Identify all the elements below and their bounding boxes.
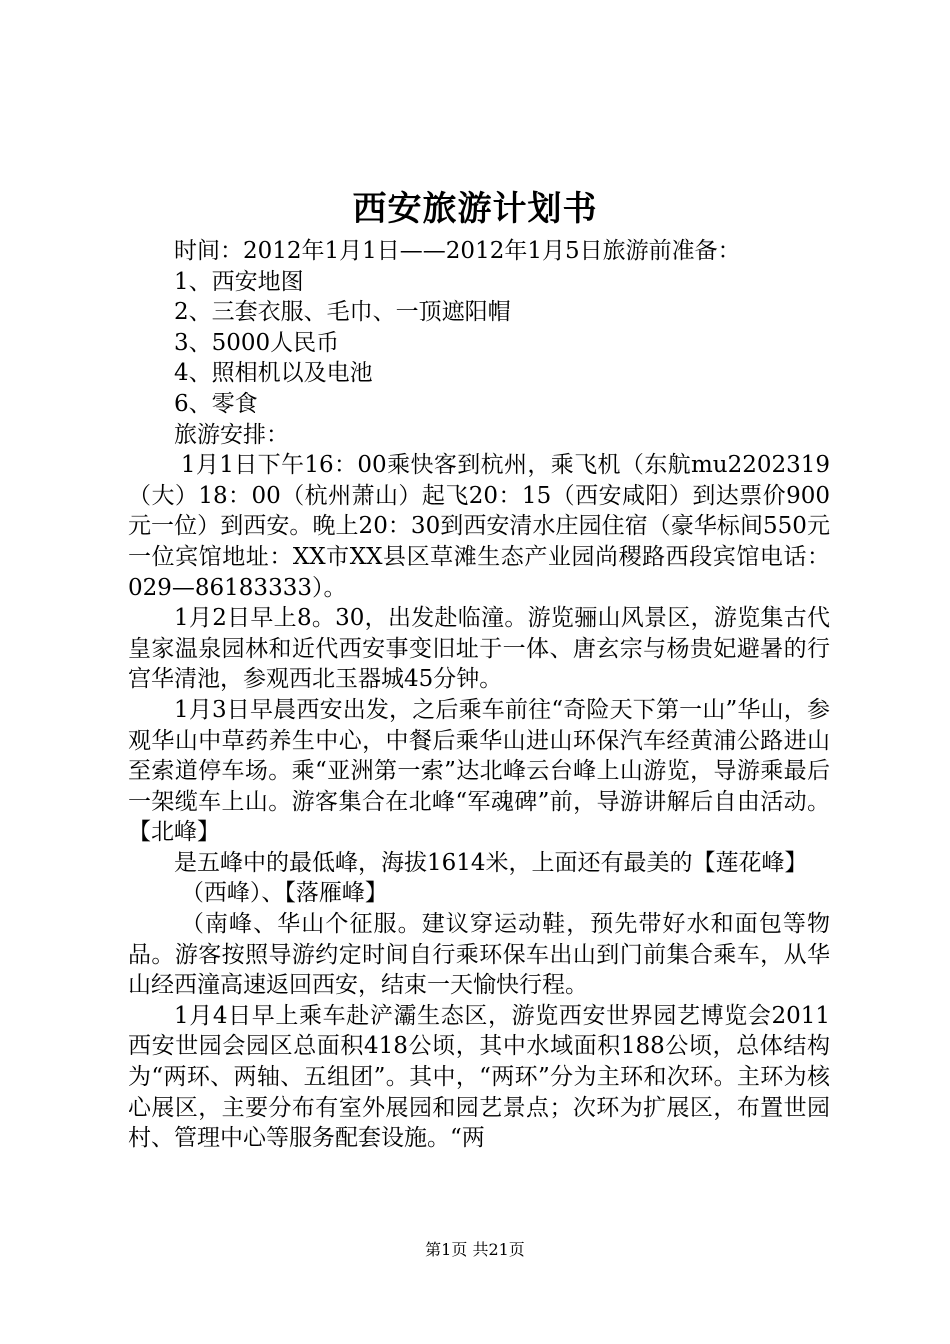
paragraph-list-item-3: 3、5000人民币 [174, 329, 340, 356]
paragraph-list-item-4: 4、照相机以及电池 [174, 360, 373, 387]
paragraph-day-1: 1月1日下午16：00乘快客到杭州，乘飞机（东航mu2202319（大）18：00（杭州萧山）起飞20：15（西安咸阳）到达票价900元一位）到西安。晚上20：30到西安清水庄园住宿（豪华标间550元一位宾馆地址：XX市XX县区草滩生态产业园尚稷路西段宾馆电话：029—86183333）。 [128, 452, 830, 601]
page-number-footer: 第1页 共21页 [425, 1240, 525, 1259]
paragraph-list-item-2: 2、三套衣服、毛巾、一顶遮阳帽 [174, 299, 511, 326]
paragraph-schedule-heading: 旅游安排： [174, 421, 289, 448]
paragraph-time: 时间：2012年1月1日——2012年1月5日旅游前准备： [174, 238, 741, 264]
document-body [128, 236, 830, 1154]
paragraph-day-2: 1月2日早上8。30，出发赴临潼。游览骊山风景区，游览集古代皇家温泉园林和近代西安事变旧址于一体、唐玄宗与杨贵妃避暑的行宫华清池，参观西北玉器城45分钟。 [128, 605, 830, 693]
paragraph-list-item-1: 1、西安地图 [174, 268, 304, 295]
paragraph-day-4: 1月4日早上乘车赴浐灞生态区，游览西安世界园艺博览会2011西安世园会园区总面积418公顷，其中水域面积188公顷，总体结构为“两环、两轴、五组团”。其中，“两环”分为主环和次环。主环为核心展区，主要分布有室外展园和园艺景点；次环为扩展区，布置世园村、管理中心等服务配套设施。“两 [128, 1002, 830, 1152]
document-title: 西安旅游计划书 [352, 189, 598, 229]
paragraph-south-peak: （南峰、华山个征服。建议穿运动鞋，预先带好水和面包等物品。游客按照导游约定时间自行乘环保车出山到门前集合乘车，从华山经西潼高速返回西安，结束一天愉快行程。 [128, 911, 830, 999]
paragraph-west-peak: （西峰）、【落雁峰】 [180, 880, 388, 907]
paragraph-north-peak: 是五峰中的最低峰，海拔1614米，上面还有最美的【莲花峰】 [174, 849, 808, 876]
paragraph-list-item-6: 6、零食 [174, 390, 258, 417]
paragraph-day-3: 1月3日早晨西安出发，之后乘车前往“奇险天下第一山”华山，参观华山中草药养生中心，中餐后乘华山进山环保汽车经黄浦公路进山至索道停车场。乘“亚洲第一索”达北峰云台峰上山游览，导游乘最后一架缆车上山。游客集合在北峰“军魂碑”前，导游讲解后自由活动。【北峰】 [128, 696, 830, 846]
